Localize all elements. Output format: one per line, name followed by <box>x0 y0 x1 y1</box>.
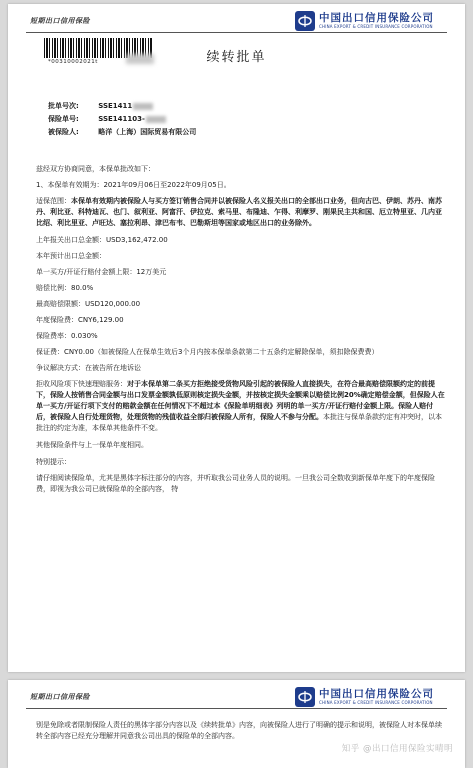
company-logo <box>295 686 445 708</box>
header-title: 短期出口信用保险 <box>30 17 90 25</box>
policy-period: 1、本保单有效期为：2021年09月06日至2022年09月05日。 <box>36 181 231 189</box>
annual-premium: 年度保险费：CNY6,129.00 <box>36 316 124 324</box>
document-title: 续转批单 <box>206 50 267 65</box>
company-logo <box>295 10 445 32</box>
page-header <box>8 4 465 34</box>
indemnity-ratio: 赔偿比例：80.0% <box>36 284 94 292</box>
header-divider <box>26 708 447 709</box>
meta-label: 被保险人: <box>48 128 79 136</box>
meta-label: 批单号次: <box>48 102 79 110</box>
meta-label: 保险单号: <box>48 115 79 123</box>
watermark: 知乎 @出口信用保险实晴明 <box>341 744 453 754</box>
dispute-resolution: 争议解决方式：在被告所在地诉讼 <box>36 364 141 372</box>
notice-continued: 别是免除或者限制保险人责任的黑体字部分内容以及《续转批单》内容，向被保险人进行了明确的提示和说明，被保险人对本保单续转全部内容已经充分理解并同意我公司出具的保险单的全部内容。 <box>36 721 442 740</box>
notice-title: 特别提示： <box>36 458 71 466</box>
per-buyer-limit: 单一买方/开证行赔付金额上限：12万美元 <box>36 268 167 276</box>
company-name-cn: 中国出口信用保险公司 <box>319 12 434 24</box>
scope-text: 本保单有效期内被保险人与买方签订销售合同并以被保险人名义报关出口的全部出口业务，但向古巴、伊朗、苏丹、南苏丹、利比亚、科特迪瓦、也门、叙利亚、阿富汗、伊拉克、索马里、布隆迪、乍得、利摩罗、刚果民主共和国、厄立特里亚、几内亚比绍、利比里亚、卢旺达、塞拉利昂、津巴布韦、巴勒斯坦等国家或地区出口的业务除外。 <box>36 197 442 227</box>
meta-value: 略洋（上海）国际贸易有限公司 <box>98 128 197 136</box>
page-header <box>8 680 465 710</box>
notice-text: 请仔细阅读保险单，尤其是黑体字标注部分的内容，并听取我公司业务人员的说明。一旦我公司全数收到新保单年度下的年度保险费，即视为我公司已就保险单的全部内容， 特 <box>36 474 435 493</box>
endorsement-body <box>36 164 447 501</box>
scope-paragraph <box>36 196 447 229</box>
this-year-total: 本年预计出口总金额： <box>36 252 106 260</box>
sinosure-logo-icon <box>295 11 315 31</box>
company-name-en: CHINA EXPORT & CREDIT INSURANCE CORPORATION <box>319 700 433 705</box>
fast-track-prefix: 拒收风险项下快速理赔服务： <box>36 380 127 388</box>
fast-track-bold: 对于本保单第二条买方拒绝接受货物风险引起的被保险人直接损失，在符合最高赔偿限额约定的前提下，保险人按销售合同金额与出口发票金额孰低原则核定损失金额，并按核定损失金额乘以赔偿比例20%确定赔偿金额，但保险人在单一买方/开证行项下支付的赔款金额在任何情况下不超过本《保险单明细表》列明的单一买方/开证行赔付金额上限。保险人赔付后，被保险人自行处理货物，处理货物的残值收益全部归被保险人所有，保险人不参与分配。 <box>36 380 445 421</box>
company-name-cn: 中国出口信用保险公司 <box>319 688 434 700</box>
redacted-inline <box>133 103 153 110</box>
meta-row-endorsement-no <box>48 100 196 113</box>
max-indemnity: 最高赔偿限额：USD120,000.00 <box>36 300 141 308</box>
premium-rate: 保险费率：0.030% <box>36 332 98 340</box>
meta-value: SSE1411 <box>98 102 133 110</box>
header-title: 短期出口信用保险 <box>30 693 90 701</box>
meta-value: SSE141103- <box>98 115 145 123</box>
redacted-inline <box>146 116 166 123</box>
fast-track-clause <box>36 379 447 434</box>
fast-track-tail: 本批注与保单条款约定有冲突时，以本批注的约定为准，本保单其他条件不变。 <box>36 413 442 432</box>
sinosure-logo-icon <box>295 687 315 707</box>
intro-text: 兹经双方协商同意，本保单批改如下： <box>36 165 155 173</box>
deposit-clause: 保证费：CNY0.00（如被保险人在保单生效后3个月内按本保单条款第二十五条约定解除保单，须扣除保费费） <box>36 348 379 356</box>
header-divider <box>26 32 447 33</box>
document-page-2 <box>8 680 465 768</box>
document-page-1 <box>8 4 465 672</box>
barcode-number: *00310002021t <box>48 59 98 65</box>
scope-label: 适保范围： <box>36 197 71 205</box>
last-year-total: 上年报关出口总金额：USD3,162,472.00 <box>36 236 168 244</box>
other-conditions: 其他保险条件与上一保单年度相同。 <box>36 441 148 449</box>
document-meta <box>48 100 196 139</box>
company-name-en: CHINA EXPORT & CREDIT INSURANCE CORPORATION <box>319 24 433 29</box>
meta-row-insured <box>48 126 196 139</box>
meta-row-policy-no <box>48 113 196 126</box>
